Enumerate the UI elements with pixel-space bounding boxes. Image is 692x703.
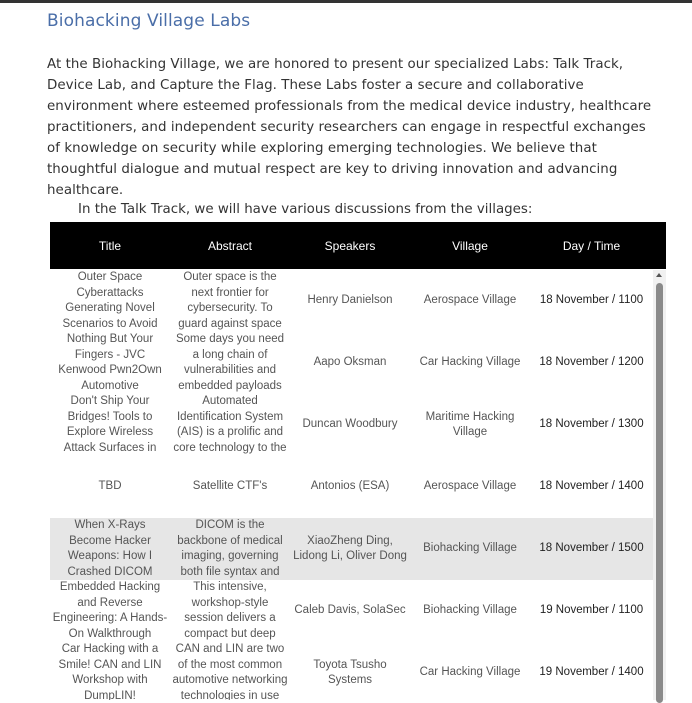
header-day-time: Day / Time: [562, 238, 621, 253]
cell-title: Nothing But Your Fingers - JVC Kenwood Pwn2Own Automotive: [58, 333, 162, 392]
cell-day-time: 18 November / 1200: [539, 356, 644, 369]
cell-day-time: 19 November / 1400: [539, 666, 644, 679]
cell-village: Biohacking Village: [423, 604, 517, 617]
cell-speakers: XiaoZheng Ding, Lidong Li, Oliver Dong: [293, 534, 407, 562]
cell-title: Don't Ship Your Bridges! Tools to Explore Wireless Attack Surfaces in: [63, 395, 157, 454]
cell-title: Car Hacking with a Smile! CAN and LIN Workshop with DumpLIN!: [58, 643, 162, 700]
page-title: Biohacking Village Labs: [47, 11, 251, 31]
cell-abstract: DICOM is the backbone of medical imaging, governing both file syntax and: [177, 519, 283, 578]
intro-paragraph: At the Biohacking Village, we are honored to present our specialized Labs: Talk Track, Device Lab, and Capture the Flag. These Labs foster a secure and collaborative environment where esteemed professionals from the medical device industry, healthcare practitioners, and independent security researchers can engage in respectful exchanges of knowledge on security while exploring emerging technologies. We believe that thoughtful dialogue and mutual respect are key to driving innovation and advancing healthcare.: [47, 57, 652, 198]
table-row: [50, 332, 653, 394]
talk-track-intro: In the Talk Track, we will have various discussions from the villages:: [78, 202, 533, 217]
cell-village: Biohacking Village: [423, 542, 517, 555]
table-row: [50, 456, 653, 518]
table-body: [50, 270, 653, 700]
cell-day-time: 18 November / 1100: [539, 294, 644, 307]
scroll-up-arrow-icon[interactable]: [656, 273, 662, 277]
header-title: Title: [98, 238, 122, 253]
cell-village: Aerospace Village: [423, 294, 517, 307]
cell-speakers: Aapo Oksman: [313, 356, 387, 369]
table-header: [50, 222, 666, 269]
header-village: Village: [452, 238, 488, 253]
cell-abstract: This intensive, workshop-style session delivers a compact but deep: [184, 581, 276, 640]
cell-speakers: Caleb Davis, SolaSec: [294, 604, 406, 617]
talk-track-table: [50, 222, 666, 700]
cell-day-time: 18 November / 1300: [539, 418, 644, 431]
cell-day-time: 18 November / 1400: [539, 480, 644, 493]
scrollbar-thumb[interactable]: [656, 283, 663, 703]
cell-village: Aerospace Village: [423, 480, 517, 493]
cell-day-time: 19 November / 1100: [539, 604, 644, 617]
cell-speakers: Henry Danielson: [307, 294, 393, 307]
table-row: [50, 642, 653, 700]
cell-abstract: Satellite CTF's: [192, 480, 268, 493]
table-row-highlighted: [50, 518, 653, 580]
cell-abstract: Outer space is the next frontier for cybersecurity. To guard against space: [178, 271, 282, 330]
cell-title: When X-Rays Become Hacker Weapons: How I Crashed DICOM: [67, 519, 153, 578]
cell-abstract: Some days you need a long chain of vulnerabilities and embedded payloads: [175, 333, 285, 392]
cell-title: TBD: [98, 480, 122, 493]
header-abstract: Abstract: [207, 238, 252, 253]
header-speakers: Speakers: [324, 238, 376, 253]
table-row: [50, 394, 653, 456]
cell-abstract: Automated Identification System (AIS) is a prolific and core technology to the: [173, 395, 287, 454]
table-scrollbar[interactable]: [653, 270, 666, 700]
cell-speakers: Toyota Tsusho Systems: [313, 658, 387, 686]
cell-day-time: 18 November / 1500: [539, 542, 644, 555]
table-row: [50, 580, 653, 642]
cell-abstract: CAN and LIN are two of the most common automotive networking technologies in use: [172, 643, 288, 700]
table-row: [50, 270, 653, 332]
cell-speakers: Antonios (ESA): [310, 480, 390, 493]
cell-village: Car Hacking Village: [419, 666, 521, 679]
cell-village: Car Hacking Village: [419, 356, 521, 369]
cell-title: Embedded Hacking and Reverse Engineering: A Hands-On Walkthrough: [52, 581, 168, 640]
cell-village: Maritime Hacking Village: [425, 410, 515, 438]
cell-title: Outer Space Cyberattacks Generating Novel Scenarios to Avoid: [62, 271, 158, 330]
cell-speakers: Duncan Woodbury: [302, 418, 398, 431]
top-border: [0, 0, 692, 3]
